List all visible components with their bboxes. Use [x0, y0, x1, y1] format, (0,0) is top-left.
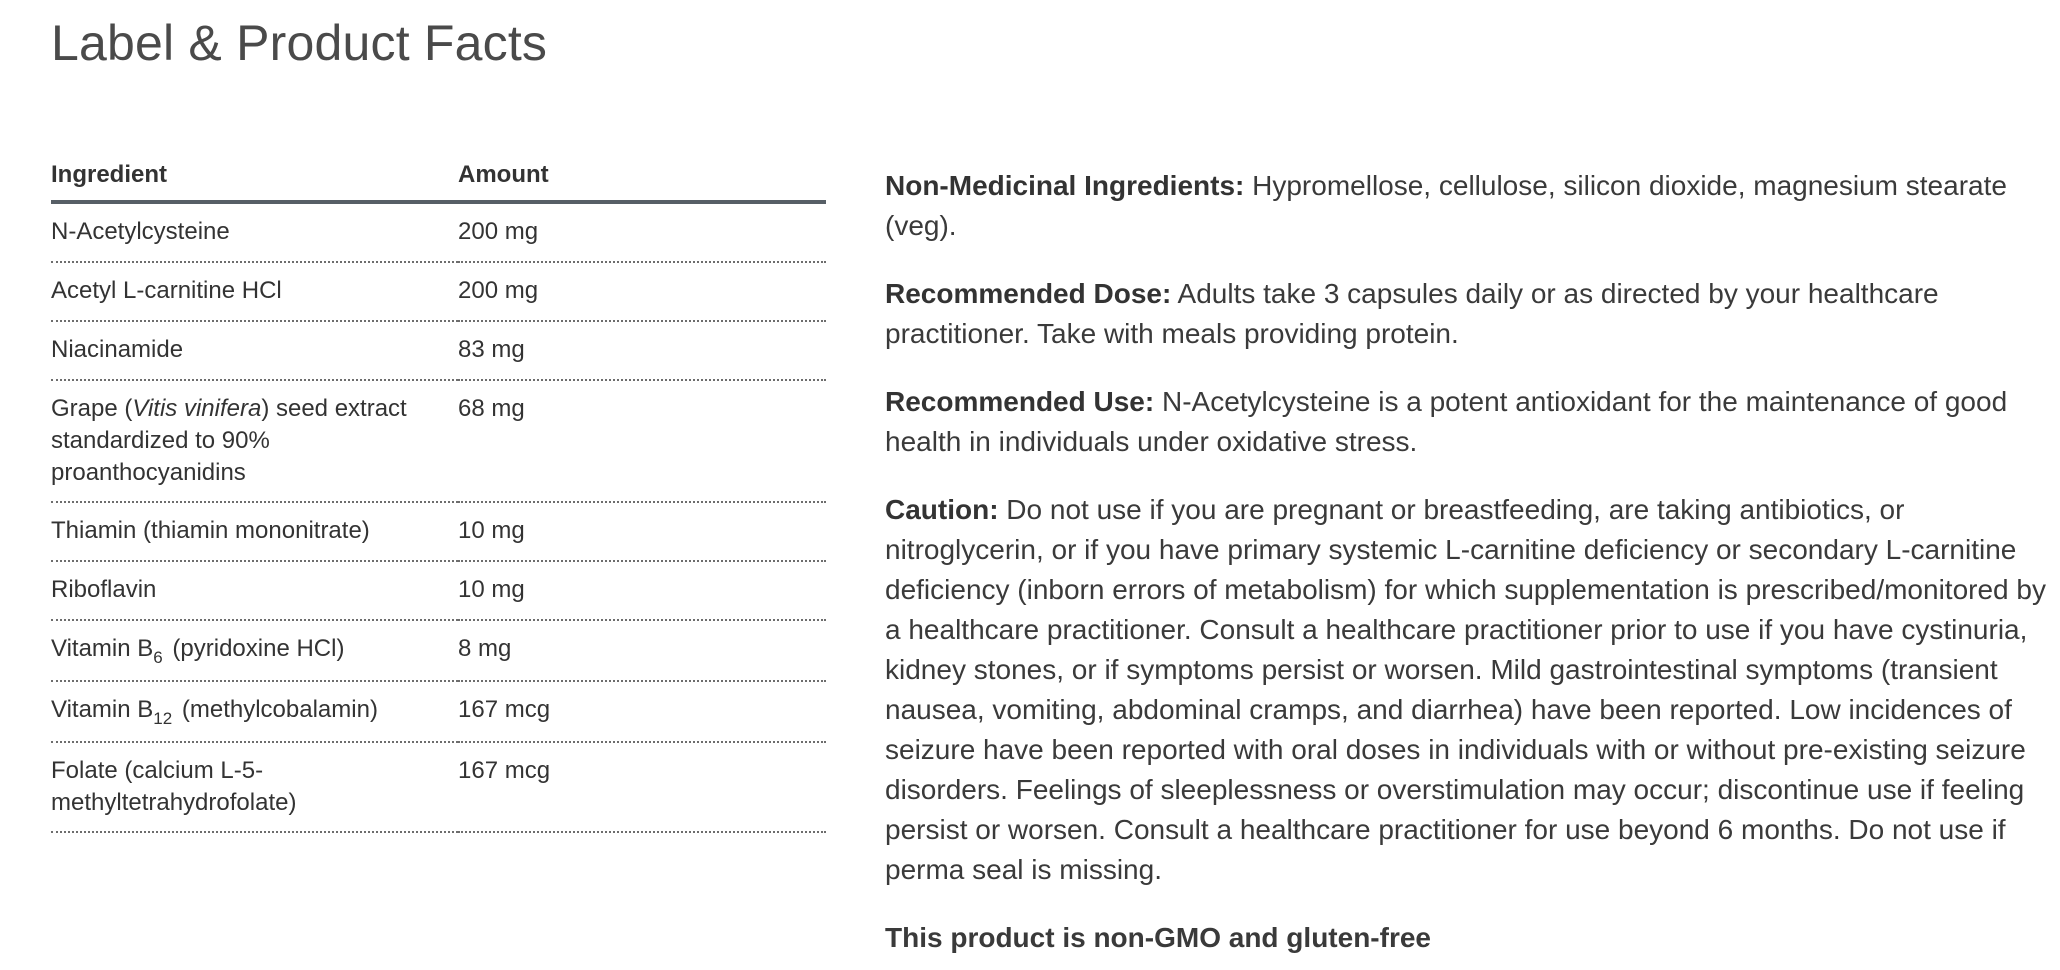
ingredient-cell — [51, 620, 458, 681]
ingredient-cell — [51, 561, 458, 620]
ingredient-cell — [51, 742, 458, 832]
table-row — [51, 262, 826, 321]
ingredient-table-wrap — [51, 160, 826, 833]
ingredient-name: Acetyl L-carnitine HCl — [51, 277, 282, 304]
caution-text: Do not use if you are pregnant or breastfeeding, are taking antibiotics, or nitroglycerin, or if you have primary systemic L-carnitine deficiency or secondary L-carnitine deficiency (inborn errors of metabolism) for which supplementation is prescribed/monitored by a healthcare practitioner. Consult a healthcare practitioner prior to use if you have cystinuria, kidney stones, or if symptoms persist or worsen. Mild gastrointestinal symptoms (transient nausea, vomiting, abdominal cramps, and diarrhea) have been reported. Low incidences of seizure have been reported with oral doses in individuals with or without pre-existing seizure disorders. Feelings of sleeplessness or overstimulation may occur; discontinue use if feeling persist or worsen. Consult a healthcare practitioner for use beyond 6 months. Do not use if perma seal is missing. — [885, 494, 2046, 885]
non-medicinal-label: Non-Medicinal Ingredients: — [885, 170, 1245, 201]
table-row — [51, 561, 826, 620]
ingredient-table-body — [51, 202, 826, 832]
ingredient-latin-name: Vitis vinifera — [132, 395, 262, 422]
ingredient-name: N-Acetylcysteine — [51, 218, 230, 245]
recommended-use — [885, 382, 2055, 462]
amount-column-header: Amount — [458, 160, 826, 202]
recommended-dose-text: Adults take 3 capsules daily or as directed by your healthcare practitioner. Take with meals providing protein. — [885, 278, 1939, 349]
ingredient-table — [51, 160, 826, 833]
table-row — [51, 742, 826, 832]
ingredient-name: Thiamin (thiamin mononitrate) — [51, 517, 370, 544]
ingredient-name: Niacinamide — [51, 336, 184, 363]
amount-cell: 68 mg — [458, 380, 826, 502]
ingredient-subscript: 12 — [153, 709, 173, 728]
page-title: Label & Product Facts — [51, 15, 548, 71]
amount-cell: 10 mg — [458, 561, 826, 620]
amount-cell: 8 mg — [458, 620, 826, 681]
ingredient-cell — [51, 681, 458, 742]
ingredient-cell — [51, 262, 458, 321]
non-medicinal-ingredients — [885, 166, 2055, 246]
ingredient-name-suffix: (methylcobalamin) — [175, 696, 378, 723]
recommended-use-label: Recommended Use: — [885, 386, 1155, 417]
table-row — [51, 380, 826, 502]
non-gmo-statement: This product is non-GMO and gluten-free — [885, 922, 1431, 953]
table-row — [51, 321, 826, 380]
amount-cell: 200 mg — [458, 262, 826, 321]
ingredient-cell — [51, 380, 458, 502]
amount-cell: 83 mg — [458, 321, 826, 380]
amount-cell: 10 mg — [458, 502, 826, 561]
table-row — [51, 202, 826, 262]
recommended-dose-label: Recommended Dose: — [885, 278, 1172, 309]
ingredient-table-header-row — [51, 160, 826, 202]
ingredient-subscript: 6 — [153, 648, 163, 667]
recommended-use-text: N-Acetylcysteine is a potent antioxidant for the maintenance of good health in individuals under oxidative stress. — [885, 386, 2008, 457]
ingredient-name-prefix: Grape ( — [51, 395, 133, 422]
table-row — [51, 502, 826, 561]
ingredient-table-head — [51, 160, 826, 202]
amount-cell: 200 mg — [458, 202, 826, 262]
caution — [885, 490, 2055, 890]
ingredient-name-suffix: (pyridoxine HCl) — [165, 635, 345, 662]
ingredient-cell — [51, 202, 458, 262]
ingredient-column-header: Ingredient — [51, 160, 458, 202]
ingredient-name-prefix: Vitamin B — [51, 635, 154, 662]
ingredient-name: Riboflavin — [51, 576, 157, 603]
amount-cell: 167 mcg — [458, 681, 826, 742]
ingredient-name: Folate (calcium L-5-methyltetrahydrofolate) — [51, 757, 297, 816]
table-row — [51, 681, 826, 742]
ingredient-cell — [51, 321, 458, 380]
recommended-dose — [885, 274, 2055, 354]
caution-label: Caution: — [885, 494, 999, 525]
ingredient-name-suffix: ) seed extract standardized to 90% proanthocyanidins — [51, 395, 407, 486]
non-medicinal-text: Hypromellose, cellulose, silicon dioxide, magnesium stearate (veg). — [885, 170, 2007, 241]
ingredient-name-prefix: Vitamin B — [51, 696, 154, 723]
product-info-panel — [885, 166, 2055, 970]
ingredient-cell — [51, 502, 458, 561]
table-row — [51, 620, 826, 681]
amount-cell: 167 mcg — [458, 742, 826, 832]
